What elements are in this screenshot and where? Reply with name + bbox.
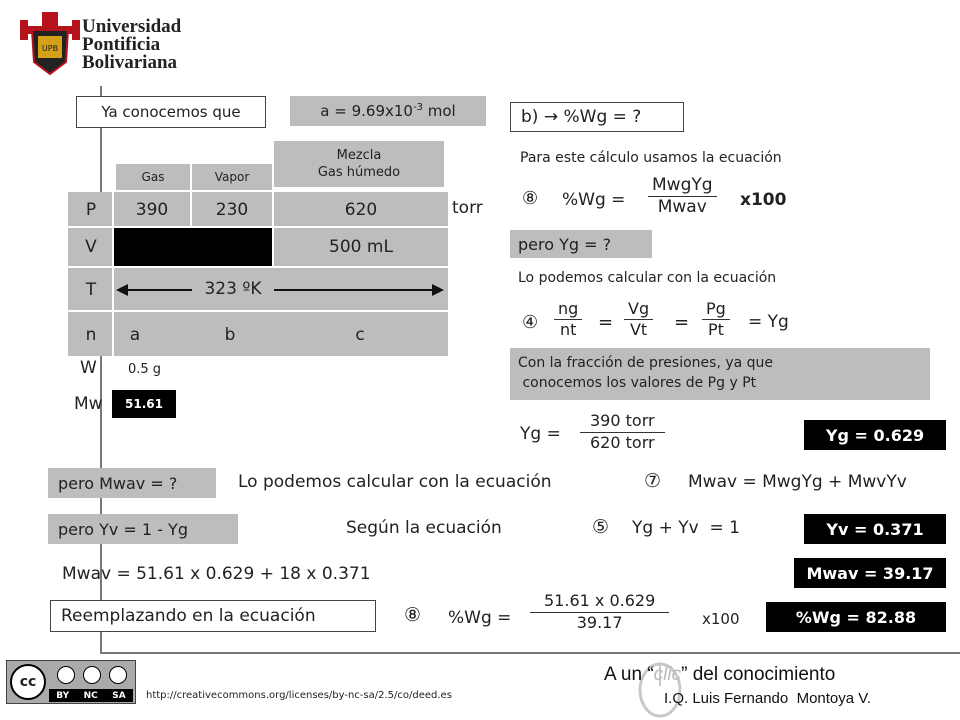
a-value-exp: -3 bbox=[412, 102, 423, 113]
eq8-fraction bbox=[648, 176, 717, 216]
pero-yg-text: pero Yg = ? bbox=[518, 234, 612, 254]
fraccion-line2: conocemos los valores de Pg y Pt bbox=[518, 375, 757, 391]
eq4-fraction-p bbox=[702, 300, 730, 338]
p-gas-value: 390 bbox=[135, 200, 169, 220]
gas-humedo-label: Gas húmedo bbox=[317, 165, 401, 180]
mezcla-header bbox=[274, 141, 444, 187]
cc-terms-strip bbox=[49, 689, 133, 702]
pero-yg-box bbox=[510, 230, 652, 258]
cc-nc-label: NC bbox=[83, 690, 98, 701]
pero-yv-text: pero Yv = 1 - Yg bbox=[58, 519, 188, 539]
w-value: 0.5 g bbox=[128, 362, 162, 377]
b-title-box bbox=[510, 102, 684, 132]
ya-conocemos-box bbox=[76, 96, 266, 128]
eq4-v-numerator: Vg bbox=[624, 300, 653, 320]
cc-sa-label: SA bbox=[112, 690, 126, 701]
n-b-value: b bbox=[224, 325, 236, 345]
tagline bbox=[604, 664, 835, 686]
fraccion-line1: Con la fracción de presiones, ya que bbox=[518, 355, 774, 371]
mw-label: Mw bbox=[74, 394, 103, 414]
w-label: W bbox=[80, 358, 97, 378]
ya-conocemos-text: Ya conocemos que bbox=[101, 103, 241, 121]
eq4-rhs: = Yg bbox=[748, 312, 789, 332]
pero-mwav-box bbox=[48, 468, 216, 498]
cc-by-label: BY bbox=[56, 690, 70, 701]
university-logo bbox=[20, 12, 190, 78]
vapor-col-label: Vapor bbox=[214, 170, 250, 184]
lo-podemos-text: Lo podemos calcular con la ecuación bbox=[518, 270, 777, 286]
yg-denominator: 620 torr bbox=[590, 432, 655, 452]
sa-share-icon bbox=[109, 666, 127, 684]
p-mix-value: 620 bbox=[344, 200, 378, 220]
v-mix-value: 500 mL bbox=[329, 237, 393, 257]
eq4-n-denominator: nt bbox=[559, 319, 577, 339]
vapor-col-header bbox=[192, 164, 272, 190]
reemplazando-box bbox=[50, 600, 376, 632]
eq5-text: Yg + Yv = 1 bbox=[632, 518, 740, 538]
eq4-n-numerator: ng bbox=[554, 300, 582, 320]
n-a-value: a bbox=[129, 325, 141, 345]
temperature-arrow-icon bbox=[116, 278, 444, 302]
lo-podemos2-text: Lo podemos calcular con la ecuación bbox=[238, 472, 552, 492]
eq4-p-numerator: Pg bbox=[702, 300, 730, 320]
cc-license-badge[interactable] bbox=[6, 660, 136, 704]
wg-result-text: %Wg = 82.88 bbox=[795, 607, 917, 627]
yv-result-text: Yv = 0.371 bbox=[826, 519, 924, 539]
eq8b-numerator: 51.61 x 0.629 bbox=[530, 592, 669, 613]
by-person-icon bbox=[57, 666, 75, 684]
eq4-symbol: ④ bbox=[522, 312, 539, 333]
gas-col-header bbox=[116, 164, 190, 190]
eq4-fraction-v bbox=[624, 300, 653, 338]
eq7-symbol: ⑦ bbox=[644, 470, 662, 492]
eq8b-fraction bbox=[530, 592, 669, 631]
pero-yv-box bbox=[48, 514, 238, 544]
frame-horizontal-line bbox=[100, 652, 960, 654]
table-row-divider-3 bbox=[68, 310, 448, 312]
tagline-part-b: ” del conocimiento bbox=[681, 664, 836, 685]
yg-result-box bbox=[804, 420, 946, 450]
wg-result-box bbox=[766, 602, 946, 632]
nc-dollar-icon bbox=[83, 666, 101, 684]
eq8-lhs: %Wg = bbox=[562, 190, 626, 210]
mw-value-box bbox=[112, 390, 176, 418]
yv-result-box bbox=[804, 514, 946, 544]
pero-mwav-text: pero Mwav = ? bbox=[58, 473, 178, 493]
eq8-symbol: ⑧ bbox=[522, 188, 539, 209]
a-value-text bbox=[320, 102, 455, 120]
tagline-clic: clic bbox=[653, 664, 682, 685]
eq5-symbol: ⑤ bbox=[592, 516, 610, 538]
author-text: I.Q. Luis Fernando Montoya V. bbox=[664, 690, 872, 707]
yg-result-text: Yg = 0.629 bbox=[825, 425, 925, 445]
cc-icon bbox=[10, 664, 46, 700]
p-unit-label: torr bbox=[452, 198, 483, 218]
a-value-main: a = 9.69x10 bbox=[320, 102, 413, 120]
yg-numerator: 390 torr bbox=[580, 412, 665, 433]
eq8b-lhs: %Wg = bbox=[448, 608, 512, 628]
eq4-p-denominator: Pt bbox=[707, 319, 724, 339]
row-v-label: V bbox=[85, 237, 97, 257]
b-title-text: b) → %Wg = ? bbox=[521, 107, 642, 127]
mwav-calc-text: Mwav = 51.61 x 0.629 + 18 x 0.371 bbox=[62, 564, 371, 584]
eq7-text: Mwav = MwgYg + MwvYv bbox=[688, 472, 907, 492]
uni-name-line1: Universidad bbox=[82, 16, 182, 37]
table-row-divider-2 bbox=[68, 266, 448, 268]
t-value bbox=[192, 274, 274, 304]
eq8b-denominator: 39.17 bbox=[576, 612, 623, 632]
eq8b-multiplier: x100 bbox=[702, 610, 740, 628]
eq8-numerator: MwgYg bbox=[648, 176, 717, 197]
a-value-box bbox=[290, 96, 486, 126]
row-t-label: T bbox=[85, 280, 97, 300]
n-c-value: c bbox=[355, 325, 365, 345]
eq8-denominator: Mwav bbox=[657, 196, 707, 217]
mw-value-text: 51.61 bbox=[125, 397, 163, 411]
segun-text: Según la ecuación bbox=[346, 518, 502, 538]
mezcla-label: Mezcla bbox=[336, 148, 382, 163]
row-p-label: P bbox=[85, 200, 97, 220]
p-vapor-value: 230 bbox=[215, 200, 249, 220]
para-calc-text: Para este cálculo usamos la ecuación bbox=[520, 150, 782, 166]
mwav-result-text: Mwav = 39.17 bbox=[806, 563, 934, 583]
eq8-multiplier: x100 bbox=[740, 190, 787, 210]
eq4-equals-1: = bbox=[598, 312, 614, 333]
uni-name-line2: Pontificia bbox=[82, 34, 161, 55]
cc-icon-text: cc bbox=[19, 674, 37, 690]
gas-col-label: Gas bbox=[141, 170, 165, 184]
yg-lhs: Yg = bbox=[520, 424, 561, 444]
eq8b-symbol: ⑧ bbox=[404, 604, 422, 626]
tagline-part-a: A un “ bbox=[604, 664, 654, 685]
v-unknown-gas-cell bbox=[114, 228, 272, 266]
row-n-label: n bbox=[85, 325, 97, 345]
eq4-v-denominator: Vt bbox=[629, 319, 648, 339]
reemplazando-text: Reemplazando en la ecuación bbox=[61, 606, 316, 626]
mwav-result-box bbox=[794, 558, 946, 588]
eq4-equals-2: = bbox=[674, 312, 690, 333]
svg-text:UPB: UPB bbox=[41, 44, 59, 53]
uni-name-line3: Bolivariana bbox=[82, 52, 178, 73]
a-value-unit: mol bbox=[422, 102, 456, 120]
cross-seal-icon bbox=[20, 12, 80, 78]
fraccion-box bbox=[510, 348, 930, 400]
yg-fraction bbox=[580, 412, 665, 451]
t-value-text: 323 ºK bbox=[204, 279, 262, 299]
license-url-link[interactable]: http://creativecommons.org/licenses/by-nc-sa/2.5/co/deed.es bbox=[146, 690, 452, 701]
eq4-fraction-n bbox=[554, 300, 582, 338]
